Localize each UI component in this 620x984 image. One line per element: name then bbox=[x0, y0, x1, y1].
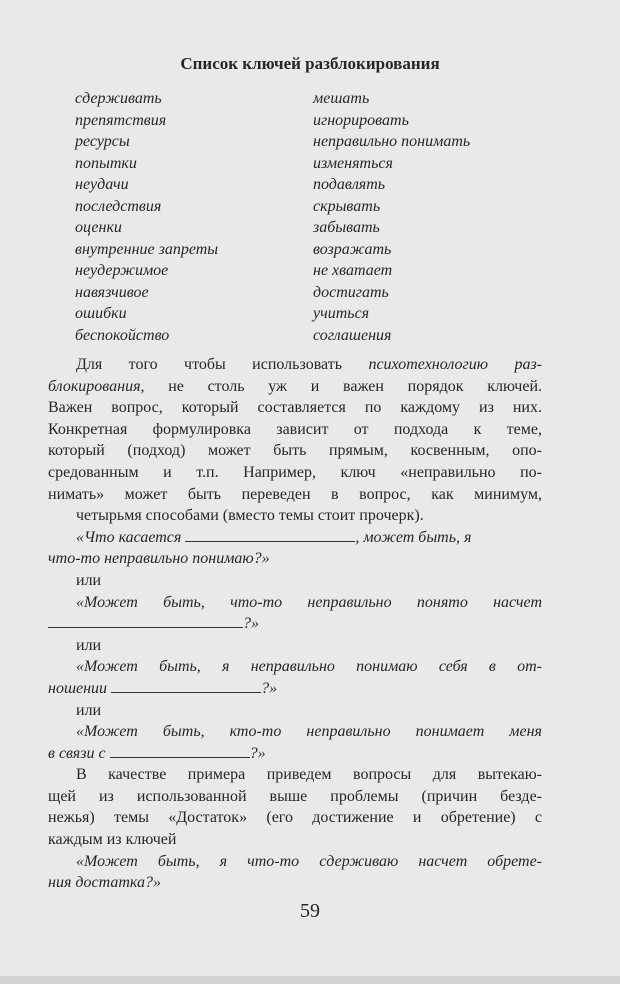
page-edge-shadow bbox=[0, 976, 620, 984]
text-line: В качестве примера приведем вопросы для вытекаю- bbox=[76, 766, 542, 784]
key-word: сдерживать bbox=[75, 90, 162, 107]
key-word: не хватает bbox=[313, 262, 393, 279]
key-word: попытки bbox=[75, 154, 137, 172]
question-line: «Может быть, кто-то неправильно понимает меня bbox=[76, 723, 542, 741]
key-word: препятствия bbox=[75, 111, 167, 129]
body-text bbox=[48, 354, 542, 894]
text-line: нимать» может быть переведен в вопрос, как минимум, bbox=[48, 485, 542, 503]
key-word: неправильно понимать bbox=[313, 133, 471, 150]
key-word: забывать bbox=[313, 219, 380, 236]
text-line: щей из использованной выше проблемы (причин безде- bbox=[48, 787, 542, 805]
or-word: или bbox=[76, 571, 102, 589]
text-span: ношении bbox=[48, 679, 112, 697]
term-italic: психотехнологию раз- bbox=[368, 356, 543, 373]
key-word: достигать bbox=[313, 283, 389, 301]
text-span: ?» bbox=[249, 744, 266, 762]
key-word: беспокойство bbox=[75, 326, 170, 344]
question-line bbox=[48, 743, 542, 765]
key-word: неудержимое bbox=[75, 262, 169, 279]
question-line: «Может быть, я что-то сдерживаю насчет обрете- bbox=[76, 852, 542, 870]
text-span: , не столь уж и важен порядок ключей. bbox=[140, 377, 542, 395]
key-word: неудачи bbox=[75, 176, 129, 193]
question-line bbox=[48, 613, 542, 635]
question-line bbox=[48, 527, 542, 549]
text-span: в связи с bbox=[48, 744, 110, 762]
key-word: возражать bbox=[313, 240, 392, 258]
text-span: ?» bbox=[243, 615, 259, 633]
page-number: 59 bbox=[300, 900, 320, 922]
text-line bbox=[48, 376, 542, 398]
question-line bbox=[48, 678, 542, 700]
text-line: нежья) темы «Достаток» (его достижение и обретение) с bbox=[48, 809, 542, 827]
key-word: учиться bbox=[313, 305, 370, 322]
key-word: последствия bbox=[75, 197, 162, 215]
key-word: ресурсы bbox=[75, 133, 130, 150]
text-line: четырьмя способами (вместо темы стоит прочерк). bbox=[76, 507, 424, 525]
or-word: или bbox=[76, 636, 102, 654]
text-line: средованным и т.п. Например, ключ «неправильно по- bbox=[48, 463, 542, 481]
text-span: «Что касается bbox=[76, 528, 186, 546]
blank-line bbox=[111, 678, 261, 693]
question-line: «Может быть, я неправильно понимаю себя в от- bbox=[76, 658, 542, 676]
text-line: Важен вопрос, который составляется по каждому из них. bbox=[48, 399, 542, 417]
text-line bbox=[48, 354, 542, 376]
blank-line bbox=[110, 743, 250, 758]
keys-left-column bbox=[75, 88, 218, 346]
key-word: мешать bbox=[313, 90, 370, 107]
text-line: который (подход) может быть прямым, косвенным, опо- bbox=[48, 442, 542, 460]
text-line: Конкретная формулировка зависит от подхода к теме, bbox=[48, 420, 542, 438]
or-word: или bbox=[76, 701, 102, 719]
text-span: , может быть, я bbox=[355, 528, 472, 546]
term-italic: блокирования bbox=[48, 377, 141, 395]
key-word: изменяться bbox=[313, 154, 393, 172]
key-word: подавлять bbox=[313, 176, 386, 193]
key-word: ошибки bbox=[75, 305, 127, 322]
key-word: оценки bbox=[75, 219, 122, 236]
key-word: навязчивое bbox=[75, 283, 149, 301]
key-word: скрывать bbox=[313, 197, 381, 215]
blank-line bbox=[185, 527, 355, 542]
blank-line bbox=[48, 613, 243, 628]
page-title: Список ключей разблокирования bbox=[180, 54, 440, 73]
text-span: Для того чтобы использовать bbox=[76, 356, 369, 373]
text-span: ?» bbox=[261, 679, 278, 697]
question-line: «Может быть, что-то неправильно понято насчет bbox=[76, 593, 542, 611]
question-line: ния достатка?» bbox=[48, 874, 161, 892]
key-word: игнорировать bbox=[313, 111, 409, 129]
keys-right-column bbox=[313, 88, 470, 346]
question-line: что-то неправильно понимаю?» bbox=[48, 550, 270, 568]
key-word: соглашения bbox=[313, 326, 392, 344]
text-line: каждым из ключей bbox=[48, 831, 177, 849]
key-word: внутренние запреты bbox=[75, 240, 219, 258]
